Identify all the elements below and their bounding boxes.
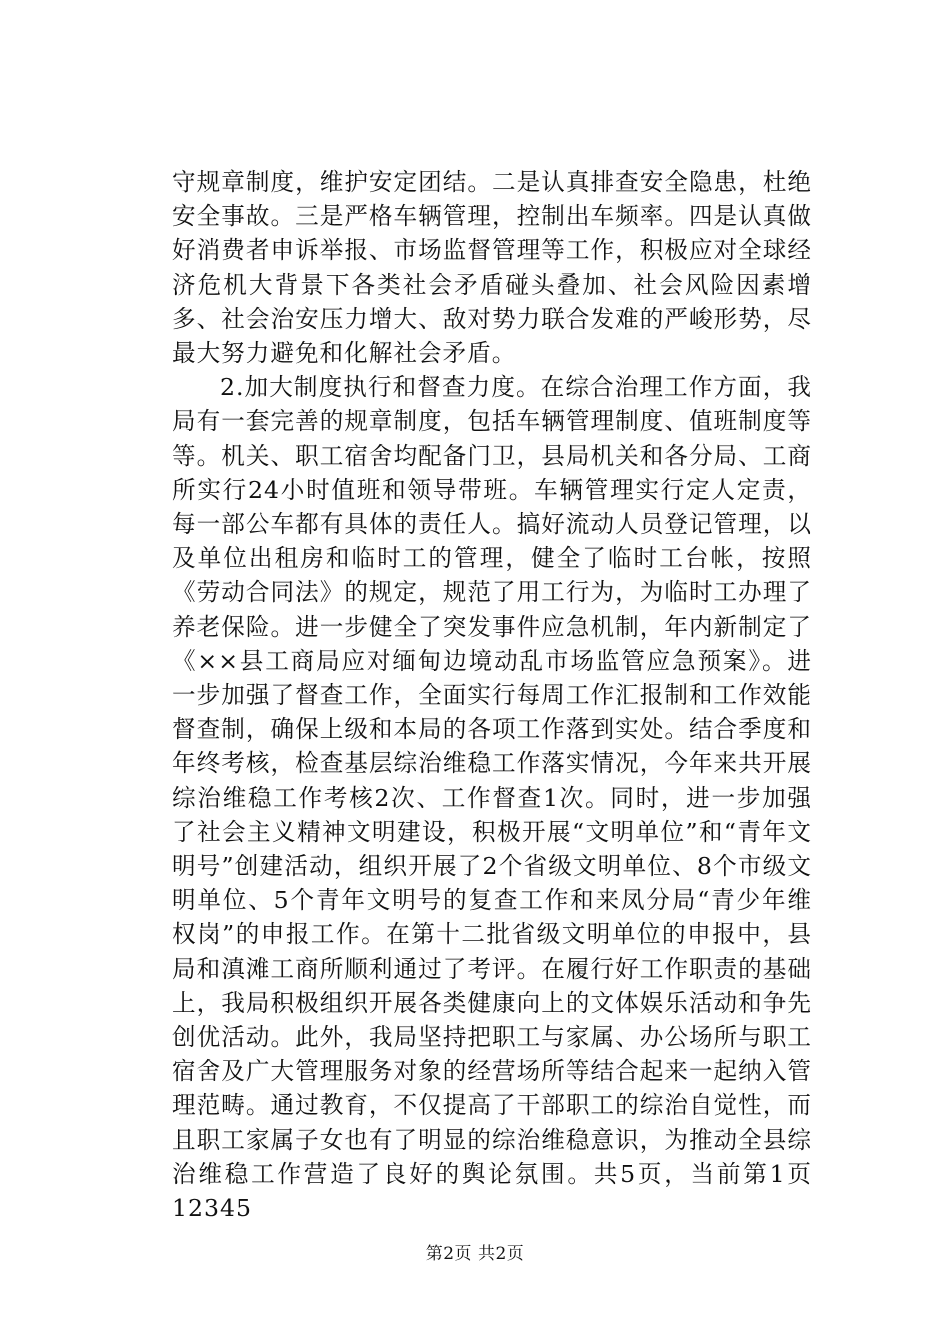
paragraph-section-2: 2.加大制度执行和督查力度。在综合治理工作方面，我局有一套完善的规章制度，包括车辆管理制度、值班制度等等。机关、职工宿舍均配备门卫，县局机关和各分局、工商所实行24小时值班和领导带班。车辆管理实行定人定责，每一部公车都有具体的责任人。搞好流动人员登记管理，以及单位出租房和临时工的管理，健全了临时工台帐，按照《劳动合同法》的规定，规范了用工行为，为临时工办理了养老保险。进一步健全了突发事件应急机制，年内新制定了《××县工商局应对缅甸边境动乱市场监管应急预案》。进一步加强了督查工作，全面实行每周工作汇报制和工作效能督查制，确保上级和本局的各项工作落到实处。结合季度和年终考核，检查基层综治维稳工作落实情况，今年来共开展综治维稳工作考核2次、工作督查1次。同时，进一步加强了社会主义精神文明建设，积极开展“文明单位”和“青年文明号”创建活动，组织开展了2个省级文明单位、8个市级文明单位、5个青年文明号的复查工作和来凤分局“青少年维权岗”的申报工作。在第十二批省级文明单位的申报中，县局和滇滩工商所顺利通过了考评。在履行好工作职责的基础上，我局积极组织开展各类健康向上的文体娱乐活动和争先创优活动。此外，我局坚持把职工与家属、办公场所与职工宿舍及广大管理服务对象的经营场所等结合起来一起纳入管理范畴。通过教育，不仅提高了干部职工的综治自觉性，而且职工家属子女也有了明显的综治维稳意识，为推动全县综治维稳工作营造了良好的舆论氛围。共5页，当前第1页12345 (172, 373, 812, 1223)
page-footer: 第2页 共2页 (425, 1244, 525, 1264)
paragraph-continuation: 守规章制度，维护安定团结。二是认真排查安全隐患，杜绝安全事故。三是严格车辆管理，控制出车频率。四是认真做好消费者申诉举报、市场监督管理等工作，积极应对全球经济危机大背景下各类社会矛盾碰头叠加、社会风险因素增多、社会治安压力增大、敌对势力联合发难的严峻形势，尽最大努力避免和化解社会矛盾。 (172, 168, 812, 368)
document-body (172, 165, 812, 1225)
